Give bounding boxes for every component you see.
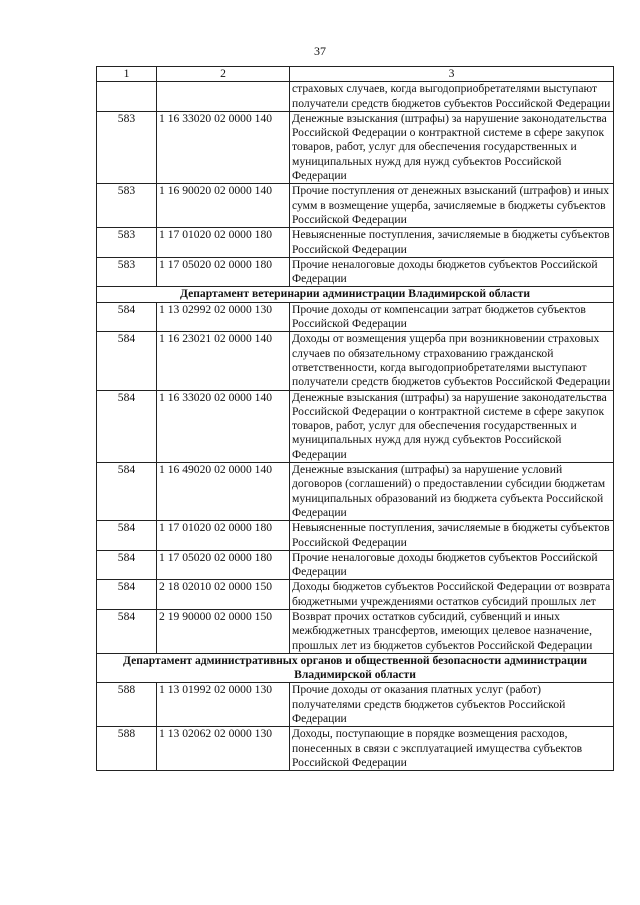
revenue-name-cell: Прочие поступления от денежных взысканий (штрафов) и иных сумм в возмещение ущерба, зачисляемые в бюджеты субъектов Российской Федерации	[290, 184, 614, 228]
page-number: 37	[314, 44, 326, 58]
revenue-name-cell: Возврат прочих остатков субсидий, субвенций и иных межбюджетных трансфертов, имеющих целевое назначение, прошлых лет из бюджетов субъектов Российской Федерации	[290, 609, 614, 653]
admin-code-cell: 584	[97, 332, 157, 390]
department-header-row	[97, 653, 614, 683]
kbk-code-cell: 1 16 33020 02 0000 140	[157, 111, 290, 183]
admin-code-cell: 583	[97, 111, 157, 183]
kbk-code-cell: 1 13 02992 02 0000 130	[157, 302, 290, 332]
admin-code-cell: 583	[97, 257, 157, 287]
admin-code-cell: 583	[97, 228, 157, 258]
table-row	[97, 257, 614, 287]
table-row	[97, 463, 614, 521]
table-row	[97, 727, 614, 771]
revenue-name-cell: Невыясненные поступления, зачисляемые в бюджеты субъектов Российской Федерации	[290, 228, 614, 258]
kbk-code-cell: 2 18 02010 02 0000 150	[157, 580, 290, 610]
revenue-name-cell: страховых случаев, когда выгодоприобретателями выступают получатели средств бюджетов субъектов Российской Федерации	[290, 82, 614, 112]
admin-code-cell: 583	[97, 184, 157, 228]
table-row	[97, 390, 614, 462]
revenue-name-cell: Денежные взыскания (штрафы) за нарушение условий договоров (соглашений) о предоставлении субсидии бюджетам муниципальных образований из бюджета субъекта Российской Федерации	[290, 463, 614, 521]
revenue-name-cell: Денежные взыскания (штрафы) за нарушение законодательства Российской Федерации о контрактной системе в сфере закупок товаров, работ, услуг для обеспечения государственных и муниципальных нужд для нужд субъектов Российской Федерации	[290, 390, 614, 462]
kbk-code-cell: 1 16 90020 02 0000 140	[157, 184, 290, 228]
table-header-row	[97, 67, 614, 82]
revenue-codes-table	[96, 66, 614, 771]
revenue-name-cell: Прочие неналоговые доходы бюджетов субъектов Российской Федерации	[290, 550, 614, 580]
table-row	[97, 111, 614, 183]
table-row	[97, 609, 614, 653]
revenue-name-cell: Доходы от возмещения ущерба при возникновении страховых случаев по обязательному страхованию гражданской ответственности, когда выгодоприобретателями выступают получатели средств бюджетов субъектов Российской Федерации	[290, 332, 614, 390]
kbk-code-cell	[157, 82, 290, 112]
kbk-code-cell: 1 16 23021 02 0000 140	[157, 332, 290, 390]
kbk-code-cell: 1 16 49020 02 0000 140	[157, 463, 290, 521]
table-row	[97, 580, 614, 610]
table-row	[97, 550, 614, 580]
table-body	[97, 82, 614, 771]
table-row	[97, 683, 614, 727]
admin-code-cell: 588	[97, 683, 157, 727]
kbk-code-cell: 1 16 33020 02 0000 140	[157, 390, 290, 462]
department-title: Департамент административных органов и общественной безопасности администрации Владимирской области	[97, 653, 614, 683]
admin-code-cell: 584	[97, 302, 157, 332]
column-header-3: 3	[290, 67, 614, 82]
table-row	[97, 228, 614, 258]
kbk-code-cell: 1 13 02062 02 0000 130	[157, 727, 290, 771]
revenue-name-cell: Прочие неналоговые доходы бюджетов субъектов Российской Федерации	[290, 257, 614, 287]
column-header-1: 1	[97, 67, 157, 82]
revenue-name-cell: Прочие доходы от оказания платных услуг (работ) получателями средств бюджетов субъектов Российской Федерации	[290, 683, 614, 727]
table-row	[97, 521, 614, 551]
table-row	[97, 184, 614, 228]
admin-code-cell: 584	[97, 580, 157, 610]
department-header-row	[97, 287, 614, 302]
admin-code-cell: 584	[97, 463, 157, 521]
kbk-code-cell: 1 17 05020 02 0000 180	[157, 550, 290, 580]
admin-code-cell	[97, 82, 157, 112]
table-row	[97, 332, 614, 390]
column-header-2: 2	[157, 67, 290, 82]
revenue-name-cell: Прочие доходы от компенсации затрат бюджетов субъектов Российской Федерации	[290, 302, 614, 332]
kbk-code-cell: 1 17 01020 02 0000 180	[157, 521, 290, 551]
kbk-code-cell: 1 17 01020 02 0000 180	[157, 228, 290, 258]
revenue-name-cell: Невыясненные поступления, зачисляемые в бюджеты субъектов Российской Федерации	[290, 521, 614, 551]
revenue-name-cell: Денежные взыскания (штрафы) за нарушение законодательства Российской Федерации о контрактной системе в сфере закупок товаров, работ, услуг для обеспечения государственных и муниципальных нужд для нужд субъектов Российской Федерации	[290, 111, 614, 183]
table-row	[97, 302, 614, 332]
kbk-code-cell: 1 17 05020 02 0000 180	[157, 257, 290, 287]
admin-code-cell: 584	[97, 550, 157, 580]
revenue-name-cell: Доходы, поступающие в порядке возмещения расходов, понесенных в связи с эксплуатацией имущества субъектов Российской Федерации	[290, 727, 614, 771]
table-row	[97, 82, 614, 112]
admin-code-cell: 588	[97, 727, 157, 771]
revenue-name-cell: Доходы бюджетов субъектов Российской Федерации от возврата бюджетными учреждениями остатков субсидий прошлых лет	[290, 580, 614, 610]
admin-code-cell: 584	[97, 390, 157, 462]
kbk-code-cell: 2 19 90000 02 0000 150	[157, 609, 290, 653]
department-title: Департамент ветеринарии администрации Владимирской области	[97, 287, 614, 302]
admin-code-cell: 584	[97, 521, 157, 551]
admin-code-cell: 584	[97, 609, 157, 653]
kbk-code-cell: 1 13 01992 02 0000 130	[157, 683, 290, 727]
